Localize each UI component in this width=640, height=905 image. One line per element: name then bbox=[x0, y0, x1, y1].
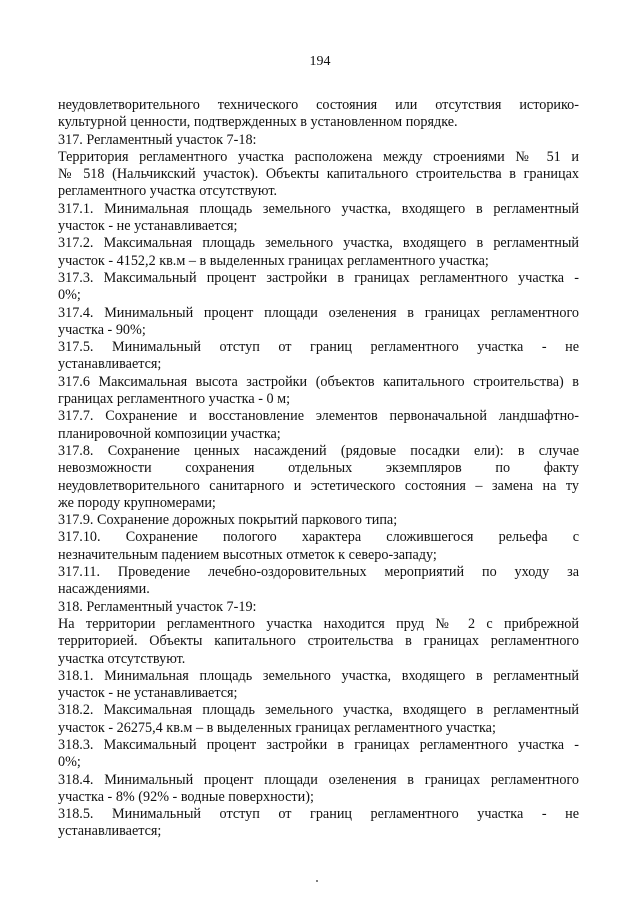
text-line: 0%; bbox=[58, 287, 81, 304]
text-line: Территория регламентного участка расположена между строениями № 51 и bbox=[58, 148, 579, 165]
text-line: 317.10. Сохранение пологого характера сложившегося рельефа с bbox=[58, 529, 579, 546]
text-line: 317.4. Минимальный процент площади озеленения в границах регламентного bbox=[58, 304, 579, 321]
text-line: 317.6 Максимальная высота застройки (объектов капитального строительства) в bbox=[58, 373, 579, 390]
text-line: неудовлетворительного санитарного и эстетического состояния – замена на ту bbox=[58, 477, 579, 494]
text-line: 318. Регламентный участок 7-19: bbox=[58, 598, 257, 615]
text-line: 317.3. Максимальный процент застройки в границах регламентного участка - bbox=[58, 269, 579, 286]
text-line: неудовлетворительного технического состояния или отсутствия историко- bbox=[58, 97, 579, 113]
text-line: планировочной композиции участка; bbox=[58, 425, 281, 442]
scan-dot-mark bbox=[316, 880, 318, 882]
text-line: участка отсутствуют. bbox=[58, 650, 186, 667]
text-line: невозможности сохранения отдельных экземпляров по факту bbox=[58, 460, 579, 477]
text-line: 317. Регламентный участок 7-18: bbox=[58, 131, 257, 148]
text-line: 318.1. Минимальная площадь земельного участка, входящего в регламентный bbox=[58, 667, 579, 684]
text-line: 317.9. Сохранение дорожных покрытий паркового типа; bbox=[58, 512, 398, 529]
text-line: 0%; bbox=[58, 754, 81, 771]
text-line: устанавливается; bbox=[58, 356, 162, 373]
text-line: территорией. Объекты капитального строительства в границах регламентного bbox=[58, 633, 579, 650]
text-line: границах регламентного участка - 0 м; bbox=[58, 391, 291, 408]
text-line: незначительным падением высотных отметок к северо-западу; bbox=[58, 546, 437, 563]
page-number: 194 bbox=[309, 54, 331, 69]
document-body bbox=[58, 97, 579, 841]
text-line: 317.2. Максимальная площадь земельного участка, входящего в регламентный bbox=[58, 235, 579, 252]
text-line: 317.7. Сохранение и восстановление элементов первоначальной ландшафтно- bbox=[58, 408, 579, 425]
text-line: же породу крупномерами; bbox=[58, 494, 216, 511]
text-line: На территории регламентного участка находится пруд № 2 с прибрежной bbox=[58, 615, 579, 632]
text-line: 318.5. Минимальный отступ от границ регламентного участка - не bbox=[58, 806, 579, 823]
text-line: участок - 4152,2 кв.м – в выделенных границах регламентного участка; bbox=[58, 252, 489, 269]
text-line: № 518 (Нальчикский участок). Объекты капитального строительства в границах bbox=[58, 166, 579, 183]
text-line: 317.11. Проведение лечебно-оздоровительных мероприятий по уходу за bbox=[58, 564, 579, 581]
text-line: участок - не устанавливается; bbox=[58, 218, 238, 235]
text-line: 318.4. Минимальный процент площади озеленения в границах регламентного bbox=[58, 771, 579, 788]
text-line: регламентного участка отсутствуют. bbox=[58, 183, 278, 200]
text-line: насаждениями. bbox=[58, 581, 150, 598]
text-line: 317.1. Минимальная площадь земельного участка, входящего в регламентный bbox=[58, 200, 579, 217]
text-line: участка - 8% (92% - водные поверхности); bbox=[58, 788, 314, 805]
text-line: участок - 26275,4 кв.м – в выделенных границах регламентного участка; bbox=[58, 719, 496, 736]
text-line: культурной ценности, подтвержденных в установленном порядке. bbox=[58, 114, 458, 131]
text-line: 318.2. Максимальная площадь земельного участка, входящего в регламентный bbox=[58, 702, 579, 719]
text-line: 318.3. Максимальный процент застройки в границах регламентного участка - bbox=[58, 736, 579, 753]
text-line: 317.5. Минимальный отступ от границ регламентного участка - не bbox=[58, 339, 579, 356]
text-line: устанавливается; bbox=[58, 823, 162, 840]
text-line: участок - не устанавливается; bbox=[58, 685, 238, 702]
text-line: участка - 90%; bbox=[58, 321, 146, 338]
text-line: 317.8. Сохранение ценных насаждений (рядовые посадки ели): в случае bbox=[58, 442, 579, 459]
